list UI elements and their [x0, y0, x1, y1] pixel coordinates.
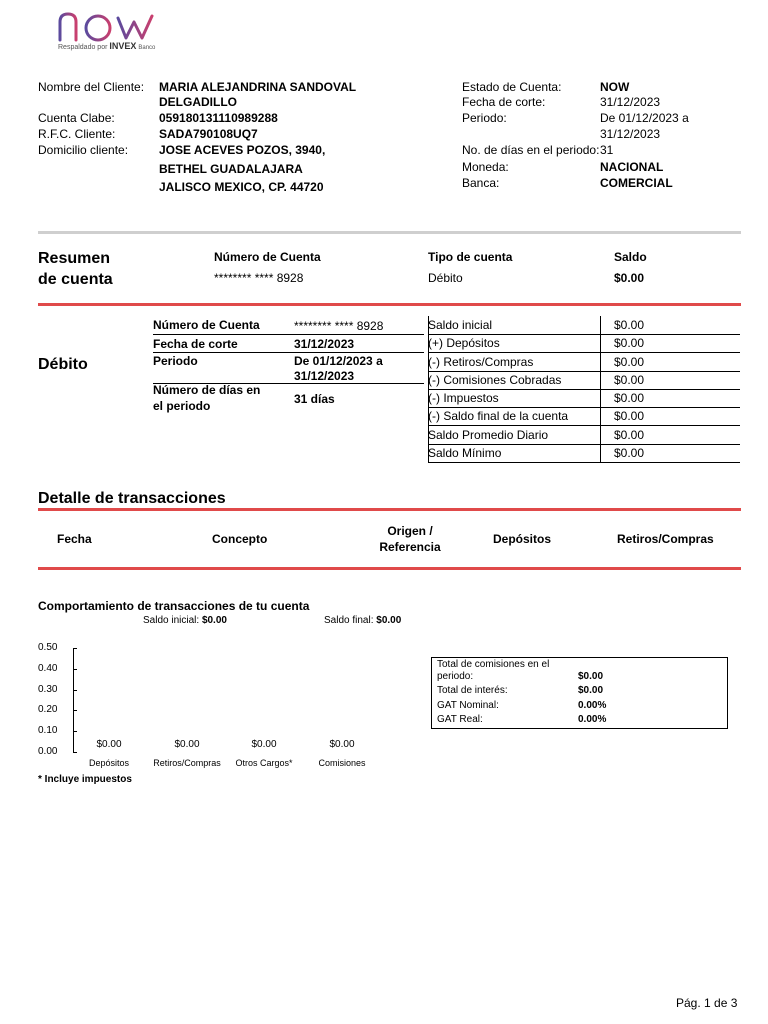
address-label: Domicilio cliente: [38, 143, 129, 157]
header-divider [38, 231, 741, 234]
dias-value: 31 [600, 143, 614, 157]
saldo-row-label: (-) Impuestos [428, 391, 499, 405]
rfc-label: R.F.C. Cliente: [38, 127, 116, 141]
logo-tagline-text: Respaldado por [58, 44, 108, 51]
saldo-row-label: (-) Comisiones Cobradas [428, 372, 562, 387]
chart-ytick-label: 0.40 [38, 662, 58, 674]
debito-cuenta-value: ******** **** 8928 [294, 319, 384, 333]
page-number: Pág. 1 de 3 [676, 996, 738, 1010]
debito-corte-value: 31/12/2023 [294, 337, 355, 351]
col-origen-line1: Origen / [387, 524, 433, 538]
resumen-col-cuenta: Número de Cuenta [214, 250, 321, 264]
chart-y-axis [73, 648, 74, 752]
gat-nominal-value: 0.00% [578, 700, 607, 711]
chart-saldo-final [324, 614, 401, 627]
logo-partner: INVEX [109, 41, 137, 51]
address-line3: JALISCO MEXICO, CP. 44720 [159, 180, 324, 194]
debito-dias-label-line1: Número de días en [153, 383, 261, 397]
saldo-row [428, 316, 740, 335]
estado-value: NOW [600, 80, 630, 94]
comisiones-box [431, 657, 728, 729]
detalle-top-divider [38, 508, 741, 511]
comisiones-total-label-line1: Total de comisiones en el [437, 659, 550, 670]
chart-ytick-label: 0.20 [38, 704, 58, 716]
moneda-label: Moneda: [462, 160, 509, 174]
comisiones-total-value: $0.00 [578, 671, 604, 682]
debito-corte-label: Fecha de corte [153, 337, 238, 351]
saldo-row-value: $0.00 [600, 334, 644, 352]
chart-saldo-inicial [143, 614, 227, 627]
saldo-row-value: $0.00 [600, 316, 644, 334]
saldo-row-label: (-) Retiros/Compras [428, 354, 534, 369]
saldo-row [428, 426, 740, 445]
saldo-row-label: Saldo Promedio Diario [428, 427, 549, 442]
saldo-row-value: $0.00 [600, 407, 644, 425]
rfc-value: SADA790108UQ7 [159, 127, 258, 141]
col-fecha: Fecha [57, 532, 92, 546]
resumen-cuenta-value: ******** **** 8928 [214, 271, 304, 285]
chart-bar-value-label: $0.00 [174, 739, 200, 750]
chart-saldo-final-value: $0.00 [376, 615, 402, 626]
gat-real-value: 0.00% [578, 714, 607, 725]
moneda-value: NACIONAL [600, 160, 664, 174]
resumen-tipo-value: Débito [428, 271, 463, 285]
saldo-row-label: Saldo inicial [428, 318, 493, 332]
periodo-line2: 31/12/2023 [600, 127, 661, 141]
interes-label: Total de interés: [437, 685, 508, 696]
saldo-row-value: $0.00 [600, 426, 644, 444]
chart-category-label: Otros Cargos* [235, 758, 293, 768]
periodo-line1: De 01/12/2023 a [600, 111, 689, 125]
estado-label: Estado de Cuenta: [462, 80, 562, 94]
client-name-line1: MARIA ALEJANDRINA SANDOVAL [159, 80, 357, 94]
chart-category-label: Depósitos [88, 758, 130, 768]
gat-real-label: GAT Real: [437, 714, 483, 725]
saldo-row-value: $0.00 [600, 371, 644, 389]
debito-title: Débito [38, 356, 88, 373]
gat-nominal-label: GAT Nominal: [437, 700, 499, 711]
chart-ytick-label: 0.30 [38, 683, 58, 695]
interes-value: $0.00 [578, 685, 604, 696]
chart-saldo-inicial-value: $0.00 [201, 615, 227, 626]
saldo-row [428, 371, 740, 390]
col-depositos: Depósitos [493, 532, 552, 546]
chart-bar-value-label: $0.00 [96, 739, 122, 750]
corte-value: 31/12/2023 [600, 95, 661, 109]
saldo-row-value: $0.00 [600, 444, 644, 462]
logo-tagline [58, 42, 155, 53]
debito-periodo-line1: De 01/12/2023 a [294, 354, 383, 368]
debito-cuenta-label: Número de Cuenta [153, 318, 260, 332]
chart-note: * Incluye impuestos [38, 774, 132, 785]
debito-periodo-line2: 31/12/2023 [294, 369, 355, 383]
saldo-row-label: (+) Depósitos [428, 336, 500, 351]
banca-value: COMERCIAL [600, 176, 673, 190]
client-name-line2: DELGADILLO [159, 95, 237, 109]
chart-ytick-label: 0.10 [38, 725, 58, 737]
resumen-col-tipo: Tipo de cuenta [428, 250, 513, 264]
saldo-row [428, 407, 740, 426]
address-line2: BETHEL GUADALAJARA [159, 162, 303, 176]
chart-category-label: Retiros/Compras [153, 758, 221, 768]
address-line1: JOSE ACEVES POZOS, 3940, [159, 143, 326, 157]
dias-label: No. de días en el periodo: [462, 143, 600, 157]
saldo-row [428, 444, 740, 463]
chart-title: Comportamiento de transacciones de tu cuenta [38, 599, 310, 613]
clabe-value: 059180131110989288 [159, 111, 278, 125]
chart-saldo-final-label: Saldo final: [324, 615, 374, 626]
debito-dias-value: 31 días [294, 392, 335, 406]
chart-ytick-label: 0.00 [38, 746, 58, 757]
saldo-row-value: $0.00 [600, 353, 644, 371]
chart-bar-value-label: $0.00 [329, 739, 355, 750]
debito-row-divider-2 [153, 352, 424, 353]
periodo-label: Periodo: [462, 111, 507, 125]
saldo-row [428, 353, 740, 372]
resumen-title-line2: de cuenta [38, 271, 113, 288]
col-concepto: Concepto [212, 532, 268, 546]
resumen-col-saldo: Saldo [614, 250, 647, 264]
clabe-label: Cuenta Clabe: [38, 111, 115, 125]
col-retiros: Retiros/Compras [617, 532, 714, 546]
debito-periodo-label: Periodo [153, 354, 198, 368]
chart-bar-value-label: $0.00 [251, 739, 277, 750]
banca-label: Banca: [462, 176, 500, 190]
chart-ytick-label: 0.50 [38, 642, 58, 653]
chart-category-label: Comisiones [318, 758, 366, 768]
detalle-title: Detalle de transacciones [38, 490, 226, 507]
resumen-divider [38, 303, 741, 306]
resumen-saldo-value: $0.00 [614, 271, 645, 285]
logo-partner-sub: Banco [138, 45, 156, 51]
chart-saldo-inicial-label: Saldo inicial: [143, 615, 200, 626]
debito-dias-label-line2: el periodo [153, 399, 211, 413]
saldo-row [428, 389, 740, 408]
saldo-row-value: $0.00 [600, 389, 644, 407]
comisiones-total-label-line2: periodo: [437, 671, 474, 682]
chart-ytick-mark [73, 752, 77, 753]
saldo-row-label: (-) Saldo final de la cuenta [428, 409, 569, 424]
corte-label: Fecha de corte: [462, 95, 546, 109]
debito-row-divider-1 [153, 334, 424, 335]
resumen-title-line1: Resumen [38, 250, 111, 267]
col-origen-line2: Referencia [379, 540, 441, 554]
client-name-label: Nombre del Cliente: [38, 80, 145, 94]
saldo-row [428, 334, 740, 353]
detalle-bottom-divider [38, 567, 741, 570]
saldo-row-label: Saldo Mínimo [428, 445, 502, 460]
